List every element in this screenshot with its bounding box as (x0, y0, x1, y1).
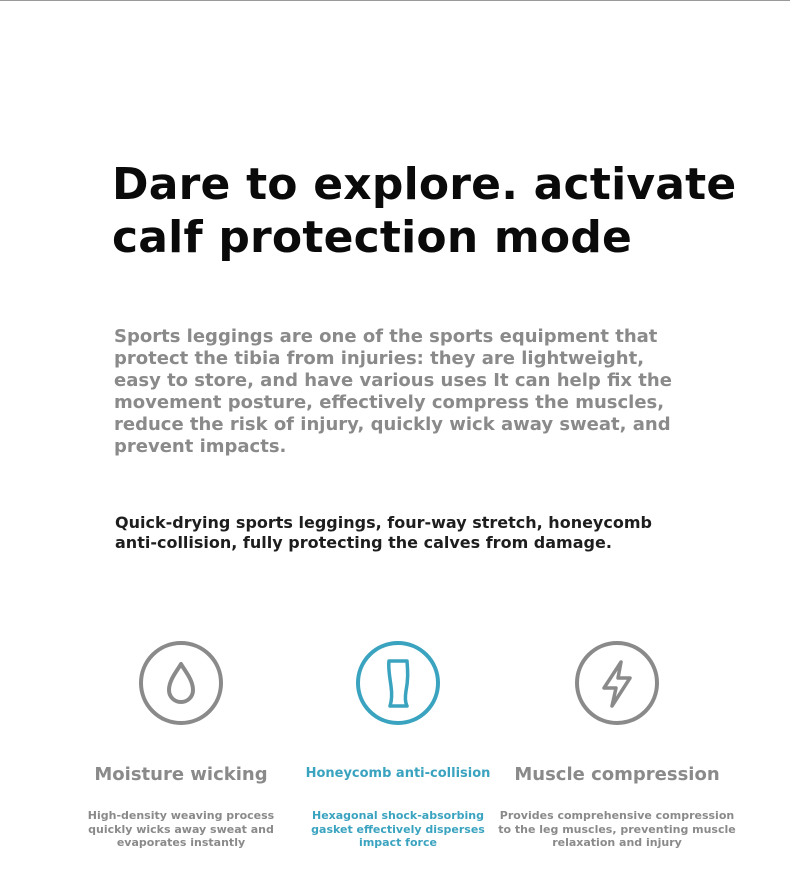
feature-description-line: relaxation and injury (552, 836, 682, 849)
feature-description-line: to the leg muscles, preventing muscle (498, 822, 736, 836)
feature-description (61, 809, 301, 850)
feature-description-line: gasket effectively disperses (311, 822, 485, 836)
intro-line: Sports leggings are one of the sports equipment that (114, 326, 658, 347)
intro-line: easy to store, and have various uses It can help fix the (114, 370, 672, 391)
feature-description-line: Provides comprehensive compression (499, 809, 735, 822)
feature-description-line: quickly wicks away sweat and (88, 822, 274, 836)
feature-title: Moisture wicking (94, 764, 268, 785)
feature-moisture-wicking (61, 640, 301, 849)
summary-line: Quick-drying sports leggings, four-way stretch, honeycomb (115, 513, 652, 532)
feature-title: Honeycomb anti-collision (305, 766, 491, 781)
feature-description-line: High-density weaving process (87, 809, 275, 822)
intro-paragraph (114, 326, 694, 458)
feature-muscle-compression (497, 640, 737, 849)
feature-description-line: Hexagonal shock-absorbing (312, 809, 484, 822)
headline-line-1: Dare to explore. activate (112, 159, 737, 210)
water-drop-icon (138, 640, 224, 726)
intro-line: movement posture, effectively compress the muscles, (114, 392, 665, 413)
intro-line: prevent impacts. (114, 436, 287, 457)
lightning-bolt-icon (574, 640, 660, 726)
headline-line-2: calf protection mode (112, 212, 633, 263)
feature-description (278, 809, 518, 850)
intro-line: protect the tibia from injuries: they are lightweight, (114, 348, 645, 369)
feature-honeycomb-anti-collision (278, 640, 518, 849)
leg-guard-icon (355, 640, 441, 726)
top-divider (0, 0, 790, 1)
page-headline (112, 158, 752, 264)
intro-line: reduce the risk of injury, quickly wick away sweat, and (114, 414, 671, 435)
feature-description-line: impact force (359, 836, 437, 849)
feature-description (497, 809, 737, 850)
summary-paragraph (115, 513, 715, 553)
feature-title: Muscle compression (514, 764, 720, 785)
feature-description-line: evaporates instantly (116, 836, 246, 849)
summary-line: anti-collision, fully protecting the calves from damage. (115, 533, 612, 552)
